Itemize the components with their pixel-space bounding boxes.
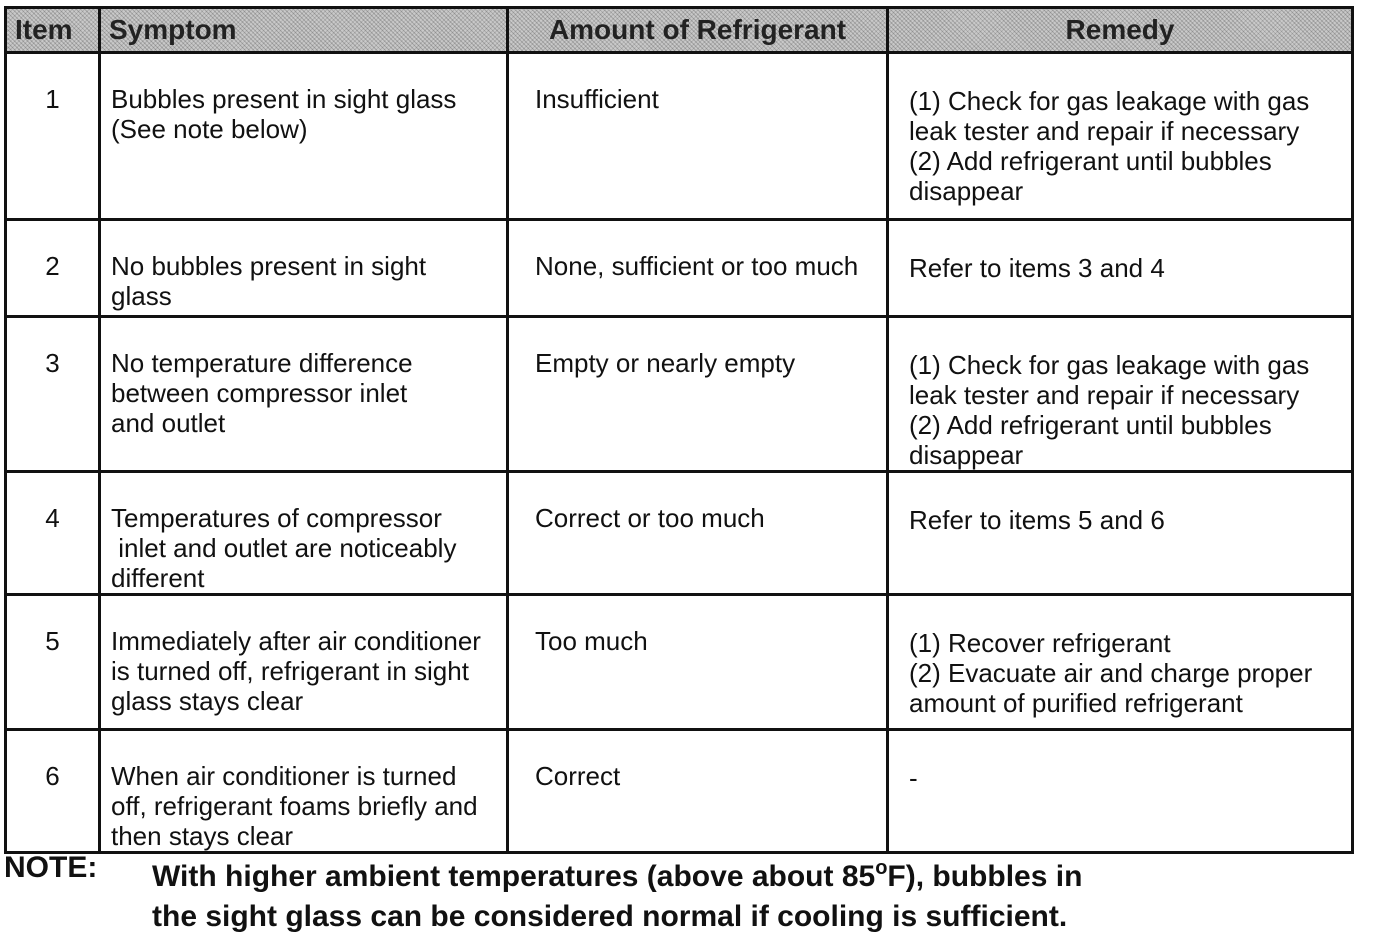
item-cell: 5 (6, 595, 100, 730)
symptom-cell (100, 53, 508, 220)
table-row (6, 595, 1353, 730)
diagnosis-table-container (4, 6, 1351, 854)
remedy-cell-line: (2) Add refrigerant until bubbles (909, 146, 1272, 176)
table-row (6, 220, 1353, 317)
symptom-cell-line: between compressor inlet (111, 378, 408, 408)
refrigerant-diagnosis-table (4, 6, 1354, 854)
symptom-cell (100, 220, 508, 317)
symptom-cell (100, 595, 508, 730)
remedy-cell (888, 595, 1353, 730)
symptom-cell (100, 317, 508, 472)
remedy-cell-line: disappear (909, 440, 1024, 470)
remedy-cell-line: leak tester and repair if necessary (909, 116, 1300, 146)
remedy-cell (888, 317, 1353, 472)
amount-cell-line: Correct (535, 761, 621, 791)
symptom-cell-line: No bubbles present in sight (111, 251, 427, 281)
header-item: Item (6, 8, 100, 53)
table-row (6, 53, 1353, 220)
symptom-cell-line: glass stays clear (111, 686, 304, 716)
symptom-cell-line: inlet and outlet are noticeably (111, 533, 457, 563)
symptom-cell-line: is turned off, refrigerant in sight (111, 656, 469, 686)
symptom-cell-line: (See note below) (111, 114, 308, 144)
symptom-cell (100, 472, 508, 595)
header-remedy: Remedy (888, 8, 1353, 53)
symptom-cell-line: then stays clear (111, 821, 294, 851)
amount-cell (508, 472, 888, 595)
table-row (6, 317, 1353, 472)
table-row (6, 472, 1353, 595)
note-text-second-line: the sight glass can be considered normal if cooling is sufficient. (152, 900, 1068, 933)
remedy-cell-line: (1) Check for gas leakage with gas (909, 86, 1310, 116)
note-text-after-degree: F), bubbles in (887, 860, 1083, 893)
amount-cell-line: Correct or too much (535, 503, 765, 533)
amount-cell (508, 220, 888, 317)
item-cell: 3 (6, 317, 100, 472)
symptom-cell-line: When air conditioner is turned (111, 761, 457, 791)
note-label: NOTE: (4, 851, 98, 884)
amount-cell-line: Insufficient (535, 84, 659, 114)
symptom-cell-line: No temperature difference (111, 348, 413, 378)
remedy-cell (888, 472, 1353, 595)
remedy-cell-line: Refer to items 5 and 6 (909, 505, 1165, 535)
item-cell: 6 (6, 730, 100, 853)
remedy-cell-line: leak tester and repair if necessary (909, 380, 1300, 410)
symptom-cell-line: different (111, 563, 205, 593)
remedy-cell-line: amount of purified refrigerant (909, 688, 1243, 718)
remedy-cell-line: (1) Check for gas leakage with gas (909, 350, 1310, 380)
item-cell: 4 (6, 472, 100, 595)
amount-cell (508, 595, 888, 730)
remedy-cell (888, 730, 1353, 853)
remedy-cell-line: (2) Add refrigerant until bubbles (909, 410, 1272, 440)
amount-cell (508, 730, 888, 853)
remedy-cell-line: (1) Recover refrigerant (909, 628, 1171, 658)
remedy-cell (888, 53, 1353, 220)
amount-cell-line: Too much (535, 626, 648, 656)
symptom-cell-line: Immediately after air conditioner (111, 626, 481, 656)
symptom-cell-line: off, refrigerant foams briefly and (111, 791, 478, 821)
header-amount: Amount of Refrigerant (508, 8, 888, 53)
header-symptom: Symptom (100, 8, 508, 53)
amount-cell (508, 317, 888, 472)
amount-cell-line: Empty or nearly empty (535, 348, 796, 378)
remedy-cell-line: (2) Evacuate air and charge proper (909, 658, 1313, 688)
symptom-cell (100, 730, 508, 853)
remedy-cell (888, 220, 1353, 317)
symptom-cell-line: glass (111, 281, 172, 311)
symptom-cell-line: Bubbles present in sight glass (111, 84, 457, 114)
symptom-cell-line: and outlet (111, 408, 226, 438)
amount-cell-line: None, sufficient or too much (535, 251, 859, 281)
note-text-first-part: With higher ambient temperatures (above about 85 (152, 860, 876, 893)
symptom-cell-line: Temperatures of compressor (111, 503, 442, 533)
degree-symbol: o (875, 857, 888, 879)
note-text (152, 848, 1252, 937)
table-header-row (6, 8, 1353, 53)
remedy-cell-line: disappear (909, 176, 1024, 206)
remedy-cell-line: Refer to items 3 and 4 (909, 253, 1165, 283)
table-body (6, 53, 1353, 853)
item-cell: 1 (6, 53, 100, 220)
item-cell: 2 (6, 220, 100, 317)
table-row (6, 730, 1353, 853)
remedy-cell-line: - (909, 763, 918, 793)
amount-cell (508, 53, 888, 220)
